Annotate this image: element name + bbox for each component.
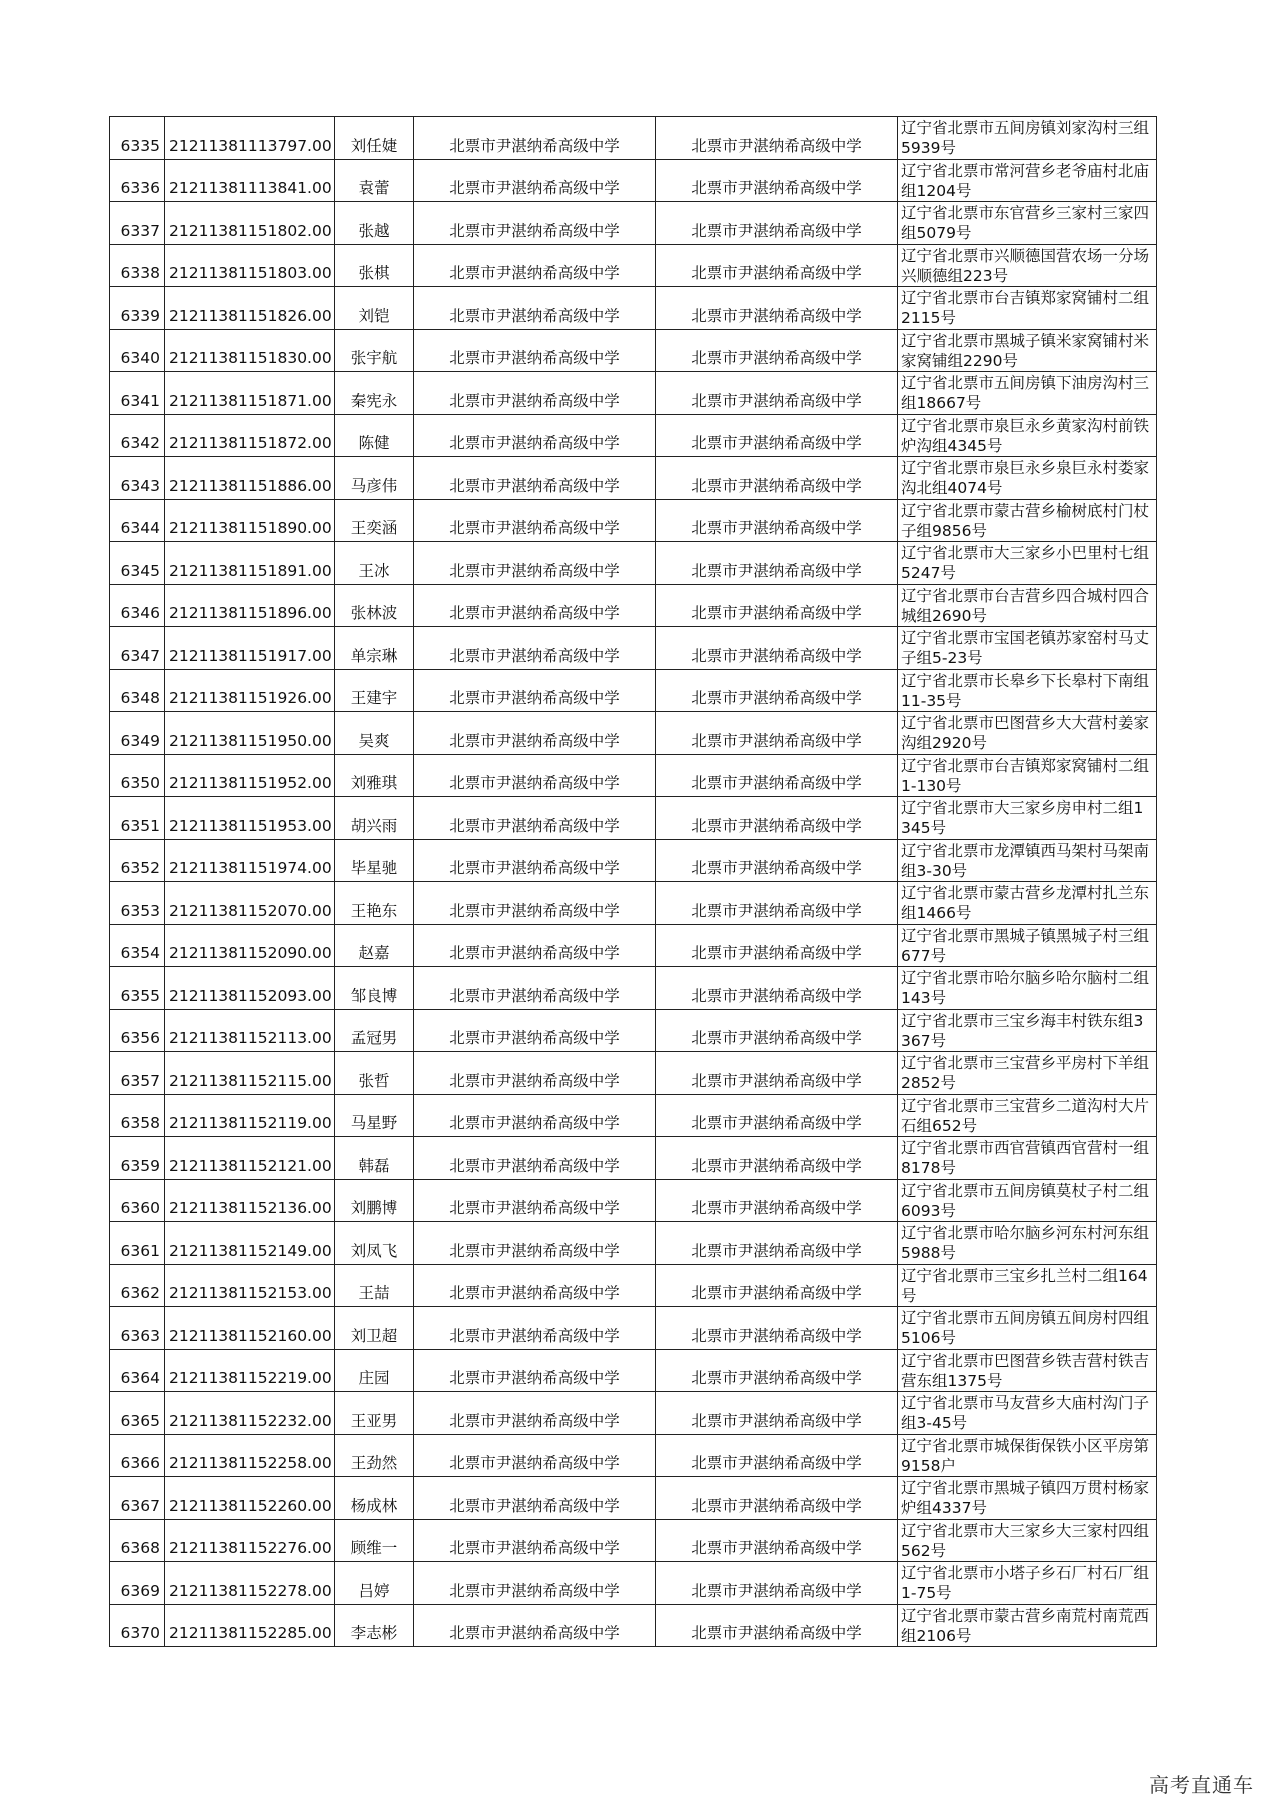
student-name-cell: 庄园 <box>335 1349 414 1392</box>
row-number-cell: 6335 <box>110 117 165 160</box>
exam-id-cell: 21211381151803.00 <box>165 244 335 287</box>
graduation-school-cell: 北票市尹湛纳希高级中学 <box>656 1392 898 1435</box>
exam-id-cell: 21211381151826.00 <box>165 287 335 330</box>
row-number-cell: 6347 <box>110 627 165 670</box>
graduation-school-cell: 北票市尹湛纳希高级中学 <box>656 329 898 372</box>
student-name-cell: 李志彬 <box>335 1604 414 1647</box>
row-number-cell: 6365 <box>110 1392 165 1435</box>
graduation-school-cell: 北票市尹湛纳希高级中学 <box>656 584 898 627</box>
student-name-cell: 刘铠 <box>335 287 414 330</box>
school-cell: 北票市尹湛纳希高级中学 <box>414 1179 656 1222</box>
school-cell: 北票市尹湛纳希高级中学 <box>414 542 656 585</box>
address-cell: 辽宁省北票市泉巨永乡泉巨永村娄家沟北组4074号 <box>898 457 1157 500</box>
school-cell: 北票市尹湛纳希高级中学 <box>414 159 656 202</box>
school-cell: 北票市尹湛纳希高级中学 <box>414 669 656 712</box>
row-number-cell: 6352 <box>110 839 165 882</box>
student-name-cell: 马彦伟 <box>335 457 414 500</box>
student-name-cell: 顾维一 <box>335 1519 414 1562</box>
graduation-school-cell: 北票市尹湛纳希高级中学 <box>656 1222 898 1265</box>
address-cell: 辽宁省北票市长皋乡下长皋村下南组11-35号 <box>898 669 1157 712</box>
address-cell: 辽宁省北票市三宝营乡平房村下羊组2852号 <box>898 1052 1157 1095</box>
school-cell: 北票市尹湛纳希高级中学 <box>414 457 656 500</box>
student-name-cell: 刘鹏博 <box>335 1179 414 1222</box>
graduation-school-cell: 北票市尹湛纳希高级中学 <box>656 372 898 415</box>
student-name-cell: 刘卫超 <box>335 1307 414 1350</box>
school-cell: 北票市尹湛纳希高级中学 <box>414 414 656 457</box>
student-name-cell: 邹良博 <box>335 967 414 1010</box>
table-row <box>110 924 1157 967</box>
exam-id-cell: 21211381152149.00 <box>165 1222 335 1265</box>
school-cell: 北票市尹湛纳希高级中学 <box>414 499 656 542</box>
graduation-school-cell: 北票市尹湛纳希高级中学 <box>656 1477 898 1520</box>
row-number-cell: 6345 <box>110 542 165 585</box>
row-number-cell: 6364 <box>110 1349 165 1392</box>
table-row <box>110 287 1157 330</box>
table-row <box>110 1222 1157 1265</box>
table-row <box>110 1094 1157 1137</box>
address-cell: 辽宁省北票市城保街保铁小区平房第9158户 <box>898 1434 1157 1477</box>
student-name-cell: 刘雅琪 <box>335 754 414 797</box>
graduation-school-cell: 北票市尹湛纳希高级中学 <box>656 457 898 500</box>
row-number-cell: 6342 <box>110 414 165 457</box>
student-name-cell: 王喆 <box>335 1264 414 1307</box>
address-cell: 辽宁省北票市黑城子镇四万贯村杨家炉组4337号 <box>898 1477 1157 1520</box>
graduation-school-cell: 北票市尹湛纳希高级中学 <box>656 882 898 925</box>
table-row <box>110 457 1157 500</box>
row-number-cell: 6341 <box>110 372 165 415</box>
row-number-cell: 6358 <box>110 1094 165 1137</box>
graduation-school-cell: 北票市尹湛纳希高级中学 <box>656 1349 898 1392</box>
exam-id-cell: 21211381151872.00 <box>165 414 335 457</box>
school-cell: 北票市尹湛纳希高级中学 <box>414 117 656 160</box>
student-name-cell: 王冰 <box>335 542 414 585</box>
school-cell: 北票市尹湛纳希高级中学 <box>414 1519 656 1562</box>
row-number-cell: 6362 <box>110 1264 165 1307</box>
exam-id-cell: 21211381151953.00 <box>165 797 335 840</box>
row-number-cell: 6367 <box>110 1477 165 1520</box>
table-body <box>110 117 1157 1647</box>
exam-id-cell: 21211381151950.00 <box>165 712 335 755</box>
exam-id-cell: 21211381152115.00 <box>165 1052 335 1095</box>
table-row <box>110 1137 1157 1180</box>
graduation-school-cell: 北票市尹湛纳希高级中学 <box>656 839 898 882</box>
exam-id-cell: 21211381152070.00 <box>165 882 335 925</box>
address-cell: 辽宁省北票市大三家乡小巴里村七组5247号 <box>898 542 1157 585</box>
student-name-cell: 王亚男 <box>335 1392 414 1435</box>
student-name-cell: 陈健 <box>335 414 414 457</box>
row-number-cell: 6369 <box>110 1562 165 1605</box>
exam-id-cell: 21211381151952.00 <box>165 754 335 797</box>
exam-id-cell: 21211381151896.00 <box>165 584 335 627</box>
student-name-cell: 单宗琳 <box>335 627 414 670</box>
student-name-cell: 王建宇 <box>335 669 414 712</box>
watermark-text: 高考直通车 <box>1149 1773 1254 1797</box>
graduation-school-cell: 北票市尹湛纳希高级中学 <box>656 1179 898 1222</box>
student-name-cell: 刘任婕 <box>335 117 414 160</box>
student-name-cell: 孟冠男 <box>335 1009 414 1052</box>
exam-id-cell: 21211381152285.00 <box>165 1604 335 1647</box>
address-cell: 辽宁省北票市五间房镇五间房村四组5106号 <box>898 1307 1157 1350</box>
student-name-cell: 张棋 <box>335 244 414 287</box>
school-cell: 北票市尹湛纳希高级中学 <box>414 1434 656 1477</box>
student-name-cell: 张越 <box>335 202 414 245</box>
school-cell: 北票市尹湛纳希高级中学 <box>414 1094 656 1137</box>
row-number-cell: 6363 <box>110 1307 165 1350</box>
exam-id-cell: 21211381152113.00 <box>165 1009 335 1052</box>
student-name-cell: 吕婷 <box>335 1562 414 1605</box>
address-cell: 辽宁省北票市五间房镇刘家沟村三组5939号 <box>898 117 1157 160</box>
table-row <box>110 1434 1157 1477</box>
row-number-cell: 6340 <box>110 329 165 372</box>
school-cell: 北票市尹湛纳希高级中学 <box>414 797 656 840</box>
row-number-cell: 6356 <box>110 1009 165 1052</box>
graduation-school-cell: 北票市尹湛纳希高级中学 <box>656 1604 898 1647</box>
school-cell: 北票市尹湛纳希高级中学 <box>414 1477 656 1520</box>
table-row <box>110 839 1157 882</box>
student-name-cell: 秦宪永 <box>335 372 414 415</box>
graduation-school-cell: 北票市尹湛纳希高级中学 <box>656 244 898 287</box>
table-row <box>110 414 1157 457</box>
address-cell: 辽宁省北票市巴图营乡大大营村姜家沟组2920号 <box>898 712 1157 755</box>
graduation-school-cell: 北票市尹湛纳希高级中学 <box>656 754 898 797</box>
address-cell: 辽宁省北票市黑城子镇米家窝铺村米家窝铺组2290号 <box>898 329 1157 372</box>
student-name-cell: 赵嘉 <box>335 924 414 967</box>
exam-id-cell: 21211381151886.00 <box>165 457 335 500</box>
row-number-cell: 6361 <box>110 1222 165 1265</box>
graduation-school-cell: 北票市尹湛纳希高级中学 <box>656 1009 898 1052</box>
school-cell: 北票市尹湛纳希高级中学 <box>414 712 656 755</box>
exam-id-cell: 21211381152153.00 <box>165 1264 335 1307</box>
exam-id-cell: 21211381152090.00 <box>165 924 335 967</box>
student-name-cell: 吴爽 <box>335 712 414 755</box>
school-cell: 北票市尹湛纳希高级中学 <box>414 1222 656 1265</box>
graduation-school-cell: 北票市尹湛纳希高级中学 <box>656 1519 898 1562</box>
address-cell: 辽宁省北票市蒙古营乡龙潭村扎兰东组1466号 <box>898 882 1157 925</box>
exam-id-cell: 21211381113841.00 <box>165 159 335 202</box>
table-row <box>110 1179 1157 1222</box>
school-cell: 北票市尹湛纳希高级中学 <box>414 584 656 627</box>
exam-id-cell: 21211381152232.00 <box>165 1392 335 1435</box>
row-number-cell: 6339 <box>110 287 165 330</box>
row-number-cell: 6359 <box>110 1137 165 1180</box>
table-row <box>110 1052 1157 1095</box>
table-row <box>110 1519 1157 1562</box>
table-row <box>110 1477 1157 1520</box>
school-cell: 北票市尹湛纳希高级中学 <box>414 1562 656 1605</box>
row-number-cell: 6351 <box>110 797 165 840</box>
row-number-cell: 6355 <box>110 967 165 1010</box>
table-row <box>110 1009 1157 1052</box>
school-cell: 北票市尹湛纳希高级中学 <box>414 202 656 245</box>
row-number-cell: 6354 <box>110 924 165 967</box>
graduation-school-cell: 北票市尹湛纳希高级中学 <box>656 159 898 202</box>
table-row <box>110 542 1157 585</box>
table-row <box>110 1307 1157 1350</box>
student-table <box>109 116 1157 1647</box>
graduation-school-cell: 北票市尹湛纳希高级中学 <box>656 117 898 160</box>
address-cell: 辽宁省北票市泉巨永乡黄家沟村前铁炉沟组4345号 <box>898 414 1157 457</box>
address-cell: 辽宁省北票市蒙古营乡南荒村南荒西组2106号 <box>898 1604 1157 1647</box>
address-cell: 辽宁省北票市蒙古营乡榆树底村门杖子组9856号 <box>898 499 1157 542</box>
student-name-cell: 袁蕾 <box>335 159 414 202</box>
row-number-cell: 6344 <box>110 499 165 542</box>
school-cell: 北票市尹湛纳希高级中学 <box>414 1264 656 1307</box>
graduation-school-cell: 北票市尹湛纳希高级中学 <box>656 627 898 670</box>
row-number-cell: 6338 <box>110 244 165 287</box>
exam-id-cell: 21211381152093.00 <box>165 967 335 1010</box>
row-number-cell: 6353 <box>110 882 165 925</box>
address-cell: 辽宁省北票市兴顺德国营农场一分场兴顺德组223号 <box>898 244 1157 287</box>
school-cell: 北票市尹湛纳希高级中学 <box>414 839 656 882</box>
table-row <box>110 117 1157 160</box>
address-cell: 辽宁省北票市哈尔脑乡哈尔脑村二组143号 <box>898 967 1157 1010</box>
address-cell: 辽宁省北票市台吉镇郑家窝铺村二组2115号 <box>898 287 1157 330</box>
address-cell: 辽宁省北票市巴图营乡铁吉营村铁吉营东组1375号 <box>898 1349 1157 1392</box>
table-row <box>110 754 1157 797</box>
graduation-school-cell: 北票市尹湛纳希高级中学 <box>656 1562 898 1605</box>
address-cell: 辽宁省北票市宝国老镇苏家窑村马丈子组5-23号 <box>898 627 1157 670</box>
address-cell: 辽宁省北票市台吉营乡四合城村四合城组2690号 <box>898 584 1157 627</box>
exam-id-cell: 21211381152219.00 <box>165 1349 335 1392</box>
graduation-school-cell: 北票市尹湛纳希高级中学 <box>656 797 898 840</box>
table-row <box>110 244 1157 287</box>
exam-id-cell: 21211381151802.00 <box>165 202 335 245</box>
graduation-school-cell: 北票市尹湛纳希高级中学 <box>656 1434 898 1477</box>
student-name-cell: 王艳东 <box>335 882 414 925</box>
graduation-school-cell: 北票市尹湛纳希高级中学 <box>656 202 898 245</box>
exam-id-cell: 21211381151917.00 <box>165 627 335 670</box>
student-name-cell: 张哲 <box>335 1052 414 1095</box>
exam-id-cell: 21211381151830.00 <box>165 329 335 372</box>
row-number-cell: 6343 <box>110 457 165 500</box>
graduation-school-cell: 北票市尹湛纳希高级中学 <box>656 1052 898 1095</box>
school-cell: 北票市尹湛纳希高级中学 <box>414 329 656 372</box>
address-cell: 辽宁省北票市小塔子乡石厂村石厂组1-75号 <box>898 1562 1157 1605</box>
exam-id-cell: 21211381152160.00 <box>165 1307 335 1350</box>
row-number-cell: 6368 <box>110 1519 165 1562</box>
school-cell: 北票市尹湛纳希高级中学 <box>414 1052 656 1095</box>
graduation-school-cell: 北票市尹湛纳希高级中学 <box>656 712 898 755</box>
school-cell: 北票市尹湛纳希高级中学 <box>414 244 656 287</box>
row-number-cell: 6366 <box>110 1434 165 1477</box>
exam-id-cell: 21211381151891.00 <box>165 542 335 585</box>
exam-id-cell: 21211381152136.00 <box>165 1179 335 1222</box>
exam-id-cell: 21211381152258.00 <box>165 1434 335 1477</box>
exam-id-cell: 21211381152278.00 <box>165 1562 335 1605</box>
table-row <box>110 627 1157 670</box>
address-cell: 辽宁省北票市龙潭镇西马架村马架南组3-30号 <box>898 839 1157 882</box>
student-name-cell: 王劲然 <box>335 1434 414 1477</box>
graduation-school-cell: 北票市尹湛纳希高级中学 <box>656 669 898 712</box>
address-cell: 辽宁省北票市黑城子镇黑城子村三组677号 <box>898 924 1157 967</box>
graduation-school-cell: 北票市尹湛纳希高级中学 <box>656 1094 898 1137</box>
school-cell: 北票市尹湛纳希高级中学 <box>414 967 656 1010</box>
school-cell: 北票市尹湛纳希高级中学 <box>414 1349 656 1392</box>
address-cell: 辽宁省北票市大三家乡大三家村四组562号 <box>898 1519 1157 1562</box>
student-name-cell: 张宇航 <box>335 329 414 372</box>
row-number-cell: 6349 <box>110 712 165 755</box>
school-cell: 北票市尹湛纳希高级中学 <box>414 627 656 670</box>
table-row <box>110 202 1157 245</box>
exam-id-cell: 21211381152121.00 <box>165 1137 335 1180</box>
exam-id-cell: 21211381151974.00 <box>165 839 335 882</box>
table-row <box>110 1392 1157 1435</box>
school-cell: 北票市尹湛纳希高级中学 <box>414 1307 656 1350</box>
graduation-school-cell: 北票市尹湛纳希高级中学 <box>656 1264 898 1307</box>
school-cell: 北票市尹湛纳希高级中学 <box>414 1009 656 1052</box>
school-cell: 北票市尹湛纳希高级中学 <box>414 1392 656 1435</box>
school-cell: 北票市尹湛纳希高级中学 <box>414 1137 656 1180</box>
address-cell: 辽宁省北票市西官营镇西官营村一组8178号 <box>898 1137 1157 1180</box>
student-name-cell: 张林波 <box>335 584 414 627</box>
graduation-school-cell: 北票市尹湛纳希高级中学 <box>656 542 898 585</box>
student-name-cell: 胡兴雨 <box>335 797 414 840</box>
school-cell: 北票市尹湛纳希高级中学 <box>414 924 656 967</box>
graduation-school-cell: 北票市尹湛纳希高级中学 <box>656 1137 898 1180</box>
exam-id-cell: 21211381152119.00 <box>165 1094 335 1137</box>
table-row <box>110 584 1157 627</box>
exam-id-cell: 21211381151890.00 <box>165 499 335 542</box>
exam-id-cell: 21211381113797.00 <box>165 117 335 160</box>
table-row <box>110 712 1157 755</box>
address-cell: 辽宁省北票市五间房镇下油房沟村三组18667号 <box>898 372 1157 415</box>
student-name-cell: 王奕涵 <box>335 499 414 542</box>
graduation-school-cell: 北票市尹湛纳希高级中学 <box>656 287 898 330</box>
graduation-school-cell: 北票市尹湛纳希高级中学 <box>656 499 898 542</box>
address-cell: 辽宁省北票市东官营乡三家村三家四组5079号 <box>898 202 1157 245</box>
row-number-cell: 6346 <box>110 584 165 627</box>
table-row <box>110 329 1157 372</box>
student-name-cell: 杨成林 <box>335 1477 414 1520</box>
school-cell: 北票市尹湛纳希高级中学 <box>414 1604 656 1647</box>
row-number-cell: 6336 <box>110 159 165 202</box>
table-row <box>110 372 1157 415</box>
row-number-cell: 6360 <box>110 1179 165 1222</box>
address-cell: 辽宁省北票市三宝营乡二道沟村大片石组652号 <box>898 1094 1157 1137</box>
address-cell: 辽宁省北票市三宝乡海丰村铁东组3367号 <box>898 1009 1157 1052</box>
table-row <box>110 882 1157 925</box>
table-row <box>110 1264 1157 1307</box>
row-number-cell: 6350 <box>110 754 165 797</box>
school-cell: 北票市尹湛纳希高级中学 <box>414 882 656 925</box>
address-cell: 辽宁省北票市马友营乡大庙村沟门子组3-45号 <box>898 1392 1157 1435</box>
graduation-school-cell: 北票市尹湛纳希高级中学 <box>656 1307 898 1350</box>
address-cell: 辽宁省北票市大三家乡房申村二组1345号 <box>898 797 1157 840</box>
row-number-cell: 6337 <box>110 202 165 245</box>
graduation-school-cell: 北票市尹湛纳希高级中学 <box>656 924 898 967</box>
table-row <box>110 1604 1157 1647</box>
exam-id-cell: 21211381152276.00 <box>165 1519 335 1562</box>
school-cell: 北票市尹湛纳希高级中学 <box>414 754 656 797</box>
table-row <box>110 159 1157 202</box>
graduation-school-cell: 北票市尹湛纳希高级中学 <box>656 967 898 1010</box>
row-number-cell: 6357 <box>110 1052 165 1095</box>
row-number-cell: 6348 <box>110 669 165 712</box>
graduation-school-cell: 北票市尹湛纳希高级中学 <box>656 414 898 457</box>
address-cell: 辽宁省北票市台吉镇郑家窝铺村二组1-130号 <box>898 754 1157 797</box>
address-cell: 辽宁省北票市三宝乡扎兰村二组164号 <box>898 1264 1157 1307</box>
address-cell: 辽宁省北票市哈尔脑乡河东村河东组5988号 <box>898 1222 1157 1265</box>
table-row <box>110 1562 1157 1605</box>
student-name-cell: 毕星驰 <box>335 839 414 882</box>
table-row <box>110 797 1157 840</box>
school-cell: 北票市尹湛纳希高级中学 <box>414 287 656 330</box>
exam-id-cell: 21211381152260.00 <box>165 1477 335 1520</box>
table-row <box>110 669 1157 712</box>
table-row <box>110 499 1157 542</box>
student-name-cell: 韩磊 <box>335 1137 414 1180</box>
student-name-cell: 刘凤飞 <box>335 1222 414 1265</box>
table-row <box>110 967 1157 1010</box>
student-name-cell: 马星野 <box>335 1094 414 1137</box>
address-cell: 辽宁省北票市常河营乡老爷庙村北庙组1204号 <box>898 159 1157 202</box>
exam-id-cell: 21211381151871.00 <box>165 372 335 415</box>
row-number-cell: 6370 <box>110 1604 165 1647</box>
address-cell: 辽宁省北票市五间房镇莫杖子村二组6093号 <box>898 1179 1157 1222</box>
school-cell: 北票市尹湛纳希高级中学 <box>414 372 656 415</box>
exam-id-cell: 21211381151926.00 <box>165 669 335 712</box>
table-row <box>110 1349 1157 1392</box>
